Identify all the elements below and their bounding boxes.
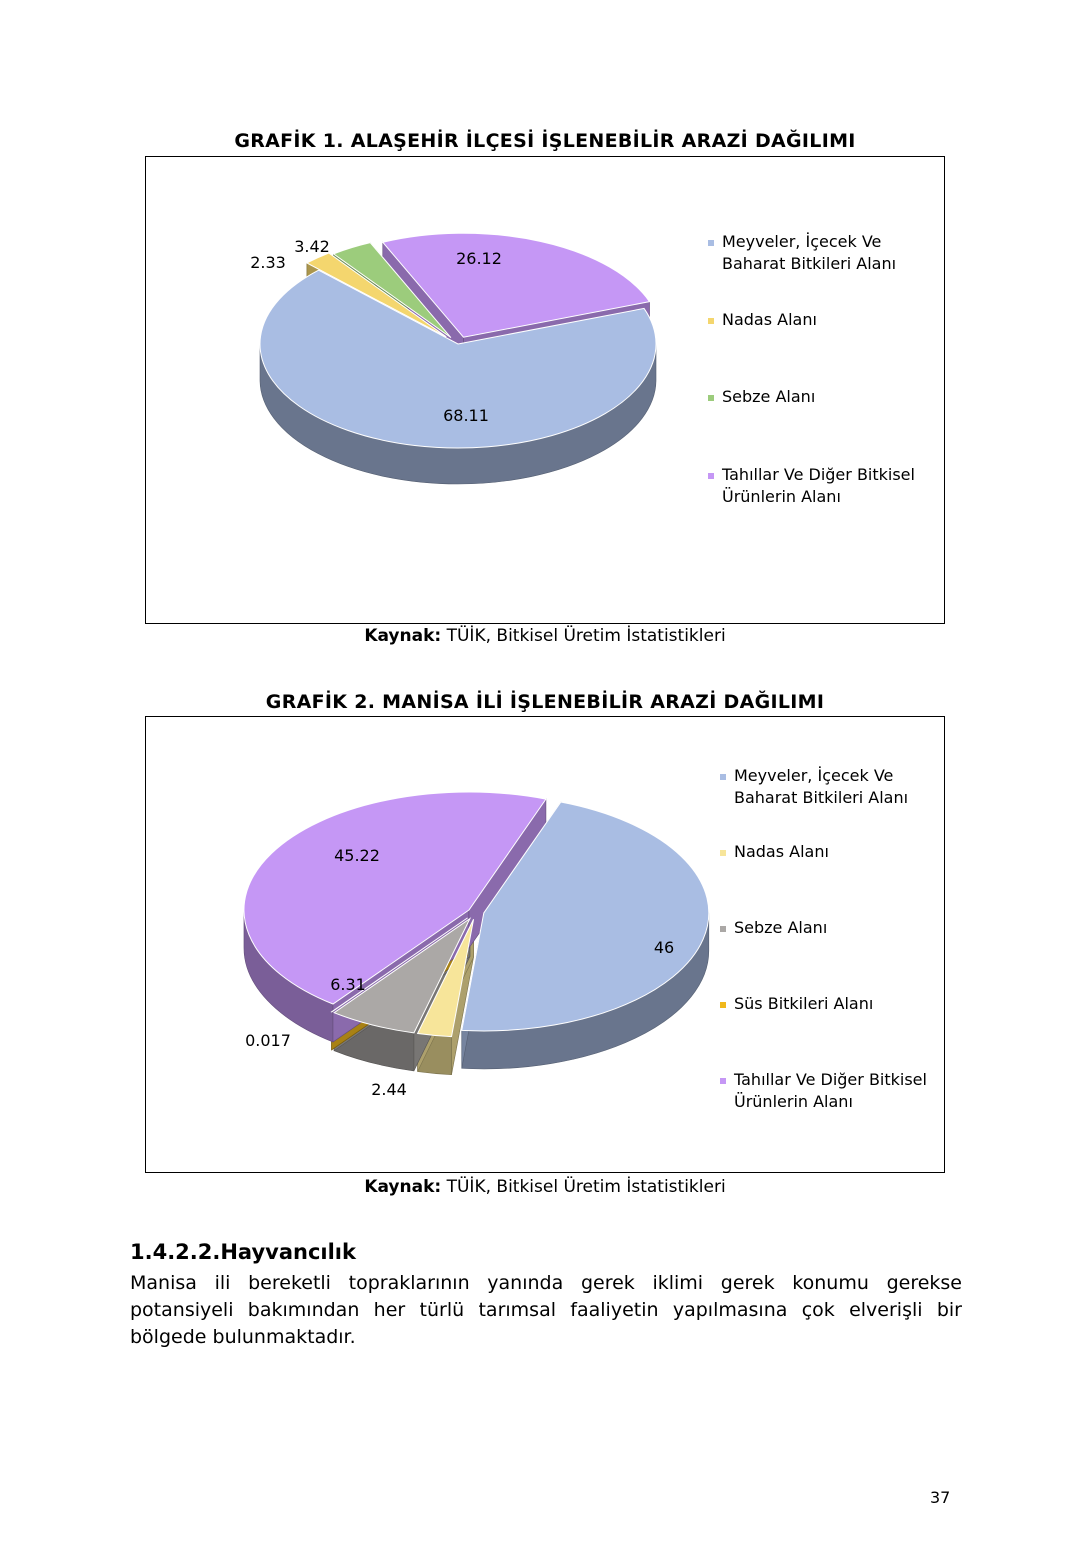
chart2-legend bbox=[720, 765, 927, 1113]
legend-label: Sebze Alanı bbox=[722, 387, 816, 406]
data-label-tah-llar-ve-di-er-bitkisel-r-nlerin-alan: 26.12 bbox=[456, 249, 502, 268]
chart1-frame bbox=[145, 156, 945, 624]
legend-label: Nadas Alanı bbox=[722, 310, 817, 329]
data-label-s-s-bitkileri-alan: 0.017 bbox=[245, 1031, 291, 1050]
legend-label: Sebze Alanı bbox=[734, 918, 828, 937]
source-label: Kaynak: bbox=[364, 626, 442, 646]
chart1-source bbox=[145, 626, 945, 646]
chart2-title: GRAFİK 2. MANİSA İLİ İŞLENEBİLİR ARAZİ DAĞILIMI bbox=[265, 691, 825, 713]
legend-swatch bbox=[720, 1078, 726, 1084]
data-label-nadas-alan: 2.44 bbox=[371, 1080, 407, 1099]
legend2-item-sebze bbox=[720, 917, 927, 993]
legend-swatch bbox=[708, 473, 714, 479]
legend-label: Tahıllar Ve Diğer Bitkisel bbox=[734, 1070, 927, 1089]
legend2-item-tahillar bbox=[720, 1069, 927, 1113]
legend-label: Ürünlerin Alanı bbox=[722, 487, 841, 506]
data-label-tah-llar-ve-di-er-bitkisel-r-nlerin-alan: 45.22 bbox=[334, 846, 380, 865]
legend1-item-sebze bbox=[708, 386, 915, 464]
legend-swatch bbox=[720, 1002, 726, 1008]
legend-label: Baharat Bitkileri Alanı bbox=[734, 788, 909, 807]
legend-label: Süs Bitkileri Alanı bbox=[734, 994, 874, 1013]
legend1-item-tahillar bbox=[708, 464, 915, 508]
chart1-legend bbox=[708, 231, 915, 508]
data-label-sebze-alan: 3.42 bbox=[294, 237, 330, 256]
legend1-item-meyveler bbox=[708, 231, 915, 309]
data-label-sebze-alan: 6.31 bbox=[330, 975, 366, 994]
legend-label: Ürünlerin Alanı bbox=[734, 1092, 853, 1111]
chart2-source bbox=[145, 1177, 945, 1197]
legend-label: Meyveler, İçecek Ve bbox=[734, 766, 894, 785]
legend-swatch bbox=[720, 850, 726, 856]
legend-swatch bbox=[708, 395, 714, 401]
data-label-meyveler-i-ecek-ve-baharat-bitkileri-alan: 68.11 bbox=[443, 406, 489, 425]
section-heading: 1.4.2.2.Hayvancılık bbox=[130, 1240, 356, 1264]
legend-label: Meyveler, İçecek Ve bbox=[722, 232, 882, 251]
source-text: TÜİK, Bitkisel Üretim İstatistikleri bbox=[441, 626, 726, 646]
section-paragraph: Manisa ili bereketli topraklarının yanında gerek iklimi gerek konumu gerekse potansiyeli bakımından her türlü tarımsal faaliyetin yapılmasına çok elverişli bir bölgede bulunmaktadır. bbox=[130, 1272, 962, 1348]
legend2-item-sus bbox=[720, 993, 927, 1069]
chart2-frame bbox=[145, 716, 945, 1173]
source-text: TÜİK, Bitkisel Üretim İstatistikleri bbox=[441, 1177, 726, 1197]
legend-label: Tahıllar Ve Diğer Bitkisel bbox=[722, 465, 915, 484]
legend-label: Baharat Bitkileri Alanı bbox=[722, 254, 897, 273]
legend-label: Nadas Alanı bbox=[734, 842, 829, 861]
data-label-nadas-alan: 2.33 bbox=[250, 253, 286, 272]
legend2-item-meyveler bbox=[720, 765, 927, 841]
legend1-item-nadas bbox=[708, 309, 915, 386]
legend-swatch bbox=[720, 774, 726, 780]
page-number: 37 bbox=[930, 1488, 951, 1507]
chart1-title: GRAFİK 1. ALAŞEHİR İLÇESİ İŞLENEBİLİR ARAZİ DAĞILIMI bbox=[234, 130, 856, 152]
data-label-meyveler-i-ecek-ve-baharat-bitkileri-alan: 46 bbox=[653, 938, 675, 957]
legend-swatch bbox=[720, 926, 726, 932]
legend-swatch bbox=[708, 240, 714, 246]
legend2-item-nadas bbox=[720, 841, 927, 917]
source-label: Kaynak: bbox=[364, 1177, 442, 1197]
legend-swatch bbox=[708, 318, 714, 324]
